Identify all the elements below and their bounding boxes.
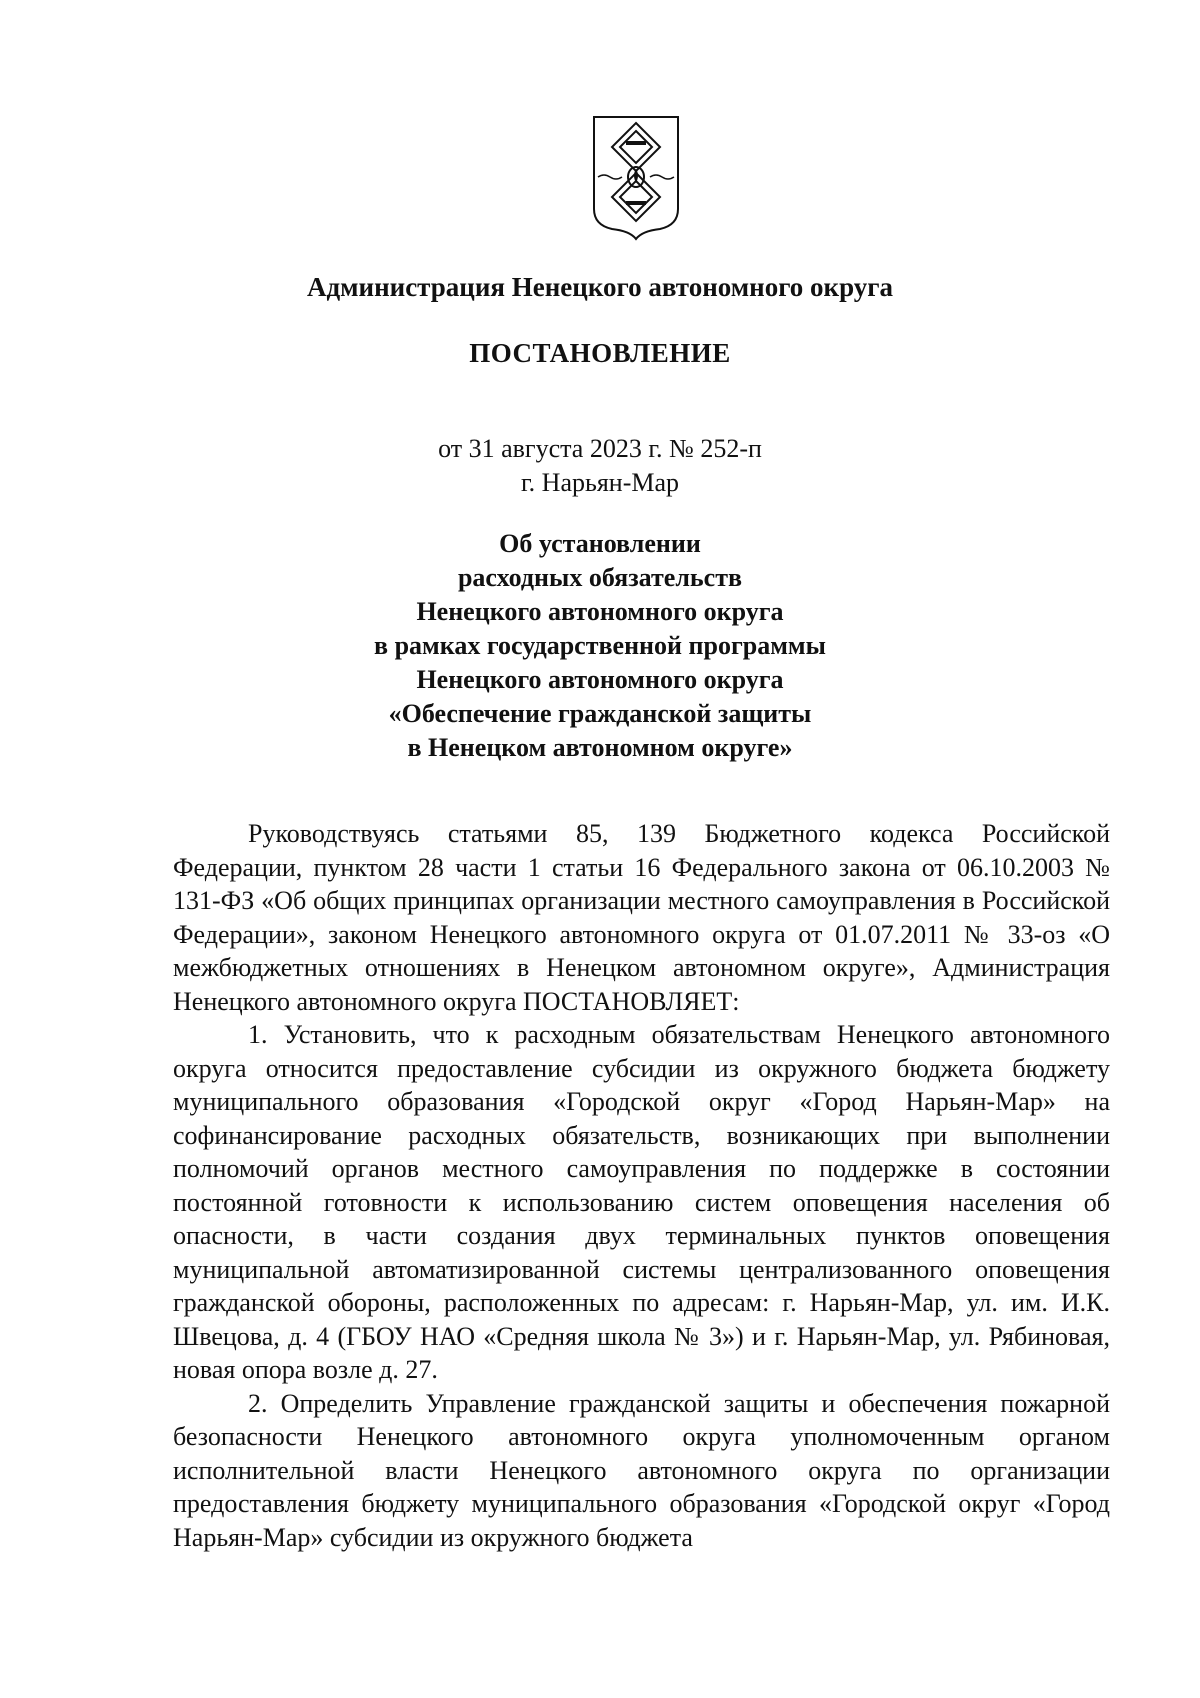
- title-line: в Ненецком автономном округе»: [407, 733, 793, 762]
- title-line: Ненецкого автономного округа: [416, 665, 784, 694]
- preamble-paragraph: Руководствуясь статьями 85, 139 Бюджетного кодекса Российской Федерации, пунктом 28 части 1 статьи 16 Федерального закона от 06.10.2003 № 131-ФЗ «Об общих принципах организации местного самоуправления в Российской Федерации», законом Ненецкого автономного округа от 01.07.2011 № 33-оз «О межбюджетных отношениях в Ненецком автономном округе», Администрация Ненецкого автономного округа ПОСТАНОВЛЯЕТ:: [173, 819, 1110, 1016]
- document-title: [0, 527, 1200, 765]
- title-line: Ненецкого автономного округа: [416, 597, 784, 626]
- title-line: Об установлении: [499, 529, 701, 558]
- date-number: от 31 августа 2023 г. № 252-п: [438, 434, 762, 463]
- item-2-paragraph: 2. Определить Управление гражданской защиты и обеспечения пожарной безопасности Ненецкого автономного округа уполномоченным органом исполнительной власти Ненецкого автономного округа по организации предоставления бюджету муниципального образования «Городской округ «Город Нарьян-Мар» субсидии из окружного бюджета: [173, 1388, 1110, 1552]
- coat-of-arms-emblem: [590, 113, 682, 241]
- title-line: расходных обязательств: [457, 563, 743, 592]
- document-body: [173, 817, 1110, 1554]
- organization-name: Администрация Ненецкого автономного округа: [306, 272, 894, 302]
- item-1-paragraph: 1. Установить, что к расходным обязательствам Ненецкого автономного округа относится предоставление субсидии из окружного бюджета бюджету муниципального образования «Городской округ «Город Нарьян-Мар» на софинансирование расходных обязательств, возникающих при выполнении полномочий органов местного самоуправления по поддержке в состоянии постоянной готовности к использованию систем оповещения населения об опасности, в части создания двух терминальных пунктов оповещения муниципальной автоматизированной системы централизованного оповещения гражданской обороны, расположенных по адресам: г. Нарьян-Мар, ул. им. И.К. Швецова, д. 4 (ГБОУ НАО «Средняя школа № 3») и г. Нарьян-Мар, ул. Рябиновая, новая опора возле д. 27.: [173, 1020, 1110, 1384]
- title-line: в рамках государственной программы: [374, 631, 826, 660]
- document-type: ПОСТАНОВЛЕНИЕ: [469, 338, 731, 368]
- document-meta: [0, 432, 1200, 500]
- title-line: «Обеспечение гражданской защиты: [388, 699, 812, 728]
- place: г. Нарьян-Мар: [520, 468, 680, 497]
